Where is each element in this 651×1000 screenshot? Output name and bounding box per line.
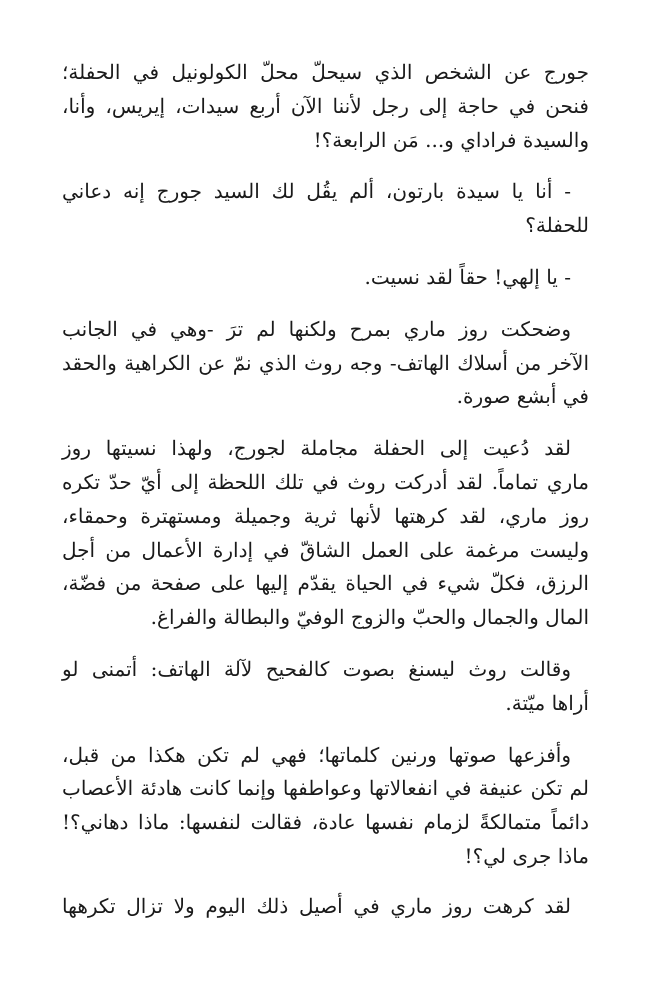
paragraph-7 [62, 739, 589, 874]
text-line: وقالت روث ليسنغ بصوت كالفحيح لآلة الهاتف: أتمنى لو [62, 656, 571, 681]
text-line: في أبشع صورة. [456, 384, 589, 409]
text-line: الآخر من أسلاك الهاتف- وجه روث الذي نمّ عن الكراهية والحقد [62, 350, 589, 375]
text-line: والسيدة فراداي و... مَن الرابعة؟! [313, 127, 589, 152]
text-line: دائماً متمالكةً لزمام نفسها عادة، فقالت لنفسها: ماذا دهاني؟! [62, 810, 589, 835]
text-line: وأفزعها صوتها ورنين كلماتها؛ فهي لم تكن هكذا من قبل، [62, 742, 571, 767]
text-line: جورج عن الشخص الذي سيحلّ محلّ الكولونيل في الحفلة؛ [62, 60, 589, 84]
text-line: الرزق، فكلّ شيء في الحياة يقدّم إليها على صفحة من فضّة، [62, 571, 589, 596]
text-line: لم تكن عنيفة في انفعالاتها وعواطفها وإنما كانت هادئة الأعصاب [62, 776, 589, 801]
text-line: المال والجمال والحبّ والزوج الوفيّ والبطالة والفراغ. [150, 605, 589, 630]
body-text [62, 56, 589, 924]
text-line: ماري تماماً. لقد أدركت روث في تلك اللحظة إلى أيّ حدّ تكره [62, 469, 589, 494]
paragraph-6 [62, 653, 589, 721]
paragraph-4 [62, 313, 589, 414]
text-line: - يا إلهي! حقاً لقد نسيت. [364, 264, 571, 289]
text-line: ماذا جرى لي؟! [464, 843, 589, 868]
paragraph-5 [62, 432, 589, 635]
text-line: لقد كرهت روز ماري في أصيل ذلك اليوم ولا تزال تكرهها [62, 893, 571, 918]
text-line: أراها ميّتة. [505, 690, 589, 715]
paragraph-8 [62, 890, 589, 924]
text-line: فنحن في حاجة إلى رجل لأننا الآن أربع سيدات، إيريس، وأنا، [62, 93, 589, 118]
text-line: لقد دُعيت إلى الحفلة مجاملة لجورج، ولهذا نسيتها روز [62, 436, 571, 461]
text-line: وضحكت روز ماري بمرح ولكنها لم ترَ -وهي في الجانب [62, 316, 571, 341]
paragraph-3 [62, 261, 589, 295]
paragraph-1 [62, 56, 589, 157]
text-line: - أنا يا سيدة بارتون، ألم يقُل لك السيد جورج إنه دعاني [62, 179, 571, 204]
paragraph-2 [62, 175, 589, 243]
text-line: للحفلة؟ [525, 213, 589, 238]
text-line: وليست مرغمة على العمل الشاقّ في إدارة الأعمال من أجل [62, 537, 589, 562]
text-line: روز ماري، لقد كرهتها لأنها ثرية وجميلة ومستهترة وحمقاء، [62, 503, 589, 528]
